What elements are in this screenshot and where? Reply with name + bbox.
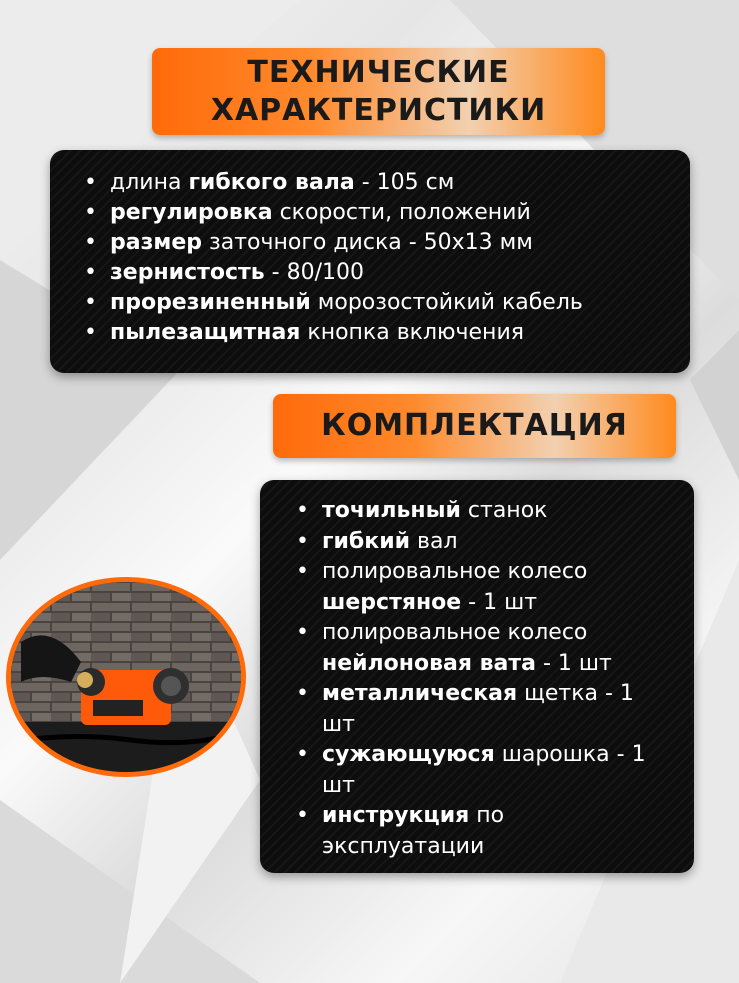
list-item: • зернистость - 80/100 <box>110 258 690 288</box>
list-item: • длина гибкого вала - 105 см <box>110 168 690 198</box>
specs-title-line2: ХАРАКТЕРИСТИКИ <box>210 93 547 128</box>
bench-grinder-photo <box>6 577 246 777</box>
list-item: • металлическая щетка - 1 шт <box>322 679 672 740</box>
list-item: • пылезащитная кнопка включения <box>110 318 690 348</box>
list-item: • прорезиненный морозостойкий кабель <box>110 288 690 318</box>
specs-title-banner <box>152 48 605 135</box>
list-item: • полировальное колесо шерстяное - 1 шт <box>322 557 672 618</box>
list-item: • регулировка скорости, положений <box>110 198 690 228</box>
list-item: • размер заточного диска - 50х13 мм <box>110 228 690 258</box>
kit-title-banner <box>273 394 676 458</box>
kit-title: КОМПЛЕКТАЦИЯ <box>321 408 628 443</box>
specs-title-line1: ТЕХНИЧЕСКИЕ <box>247 55 510 90</box>
list-item: • сужающуюся шарошка - 1 шт <box>322 740 672 801</box>
list-item: • гибкий вал <box>322 527 672 558</box>
kit-list <box>260 480 672 862</box>
list-item: • инструкция по эксплуатации <box>322 801 672 862</box>
bench-grinder-image-icon <box>11 582 241 772</box>
kit-card <box>260 480 694 873</box>
list-item: • полировальное колесо нейлоновая вата - 1 шт <box>322 618 672 679</box>
specs-card <box>50 150 690 373</box>
list-item: • точильный станок <box>322 496 672 527</box>
specs-list <box>50 150 690 348</box>
